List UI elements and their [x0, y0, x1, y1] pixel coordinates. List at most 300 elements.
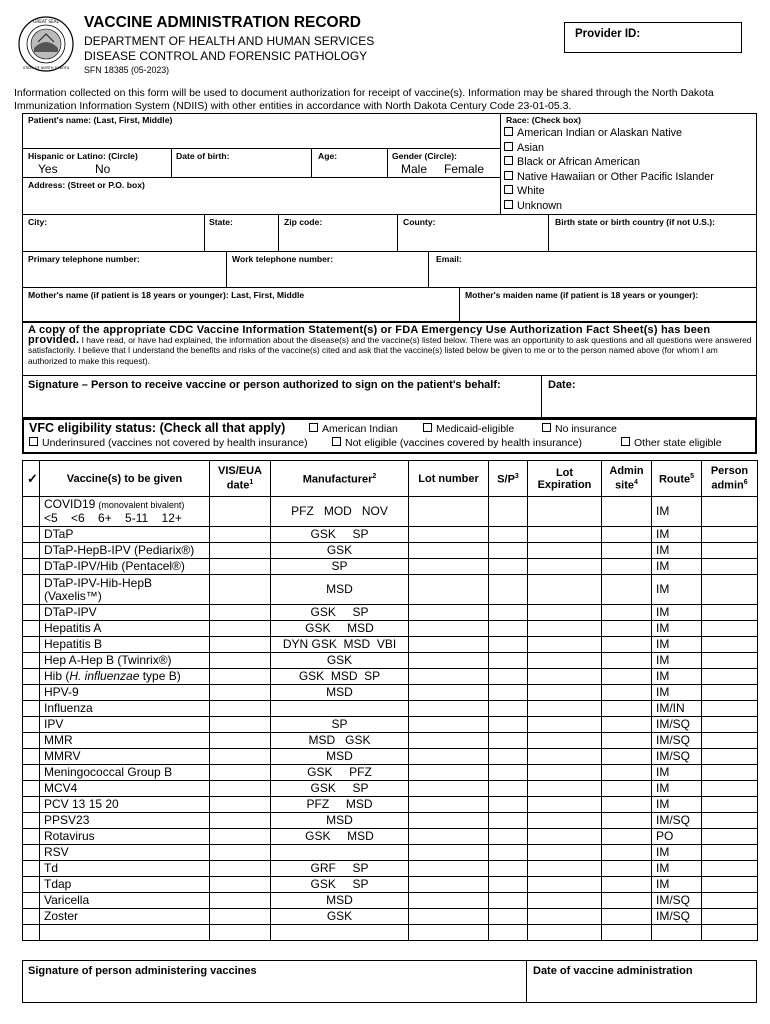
vaccine-name-cell	[40, 717, 210, 733]
admin-site-cell[interactable]	[602, 637, 652, 653]
lot-number-cell[interactable]	[409, 909, 489, 925]
table-row	[23, 527, 758, 543]
admin-site-cell[interactable]	[602, 685, 652, 701]
checkbox-icon[interactable]	[423, 423, 432, 432]
row-check-cell[interactable]	[23, 497, 40, 527]
lot-expiration-cell[interactable]	[528, 621, 602, 637]
vaccine-name-cell	[40, 653, 210, 669]
row-check-cell[interactable]	[23, 685, 40, 701]
person-admin-cell[interactable]	[702, 749, 758, 765]
lot-expiration-cell[interactable]	[528, 813, 602, 829]
checkbox-icon[interactable]	[542, 423, 551, 432]
row-check-cell[interactable]	[23, 605, 40, 621]
lot-number-cell[interactable]	[409, 497, 489, 527]
vaccine-name-cell	[40, 797, 210, 813]
lot-expiration-cell[interactable]	[528, 685, 602, 701]
vis-date-cell[interactable]	[210, 829, 271, 845]
sp-cell[interactable]	[489, 765, 528, 781]
manufacturer-cell	[271, 845, 409, 861]
person-admin-cell[interactable]	[702, 669, 758, 685]
checkbox-icon[interactable]	[29, 437, 38, 446]
lot-number-cell[interactable]	[409, 749, 489, 765]
sp-cell[interactable]	[489, 861, 528, 877]
person-admin-cell[interactable]	[702, 877, 758, 893]
vaccine-table	[22, 460, 758, 941]
row-check-cell[interactable]	[23, 621, 40, 637]
vis-date-cell[interactable]	[210, 877, 271, 893]
route-cell: IM/SQ	[652, 909, 702, 925]
person-admin-cell[interactable]	[702, 559, 758, 575]
vfc-option-other-state[interactable]: Other state eligible	[621, 437, 722, 449]
row-check-cell[interactable]	[23, 781, 40, 797]
vaccine-name: Meningococcal Group B	[44, 765, 173, 779]
admin-site-cell[interactable]	[602, 717, 652, 733]
sp-cell[interactable]	[489, 559, 528, 575]
admin-site-cell[interactable]	[602, 877, 652, 893]
state-seal-logo	[18, 16, 74, 72]
vaccine-name: Varicella	[44, 893, 90, 907]
sp-cell[interactable]	[489, 543, 528, 559]
lot-expiration-cell[interactable]	[528, 701, 602, 717]
vaccine-name: MCV4	[44, 781, 78, 795]
vaccine-name: Rotavirus	[44, 829, 95, 843]
manufacturer-cell: SP	[271, 717, 409, 733]
sp-cell[interactable]	[489, 605, 528, 621]
table-row	[23, 653, 758, 669]
person-admin-cell[interactable]	[702, 685, 758, 701]
admin-site-cell[interactable]	[602, 527, 652, 543]
sp-cell[interactable]	[489, 749, 528, 765]
person-admin-cell[interactable]	[702, 605, 758, 621]
vis-date-cell[interactable]	[210, 497, 271, 527]
race-option[interactable]: Black or African American	[504, 155, 714, 170]
route-cell: IM	[652, 781, 702, 797]
sp-cell[interactable]	[489, 653, 528, 669]
table-row	[23, 877, 758, 893]
vaccine-subtype: <5 <6 6+ 5-11 12+	[44, 511, 182, 525]
sp-cell[interactable]	[489, 797, 528, 813]
vis-date-cell[interactable]	[210, 527, 271, 543]
gender-male-option[interactable]: Male	[401, 162, 428, 176]
lot-expiration-cell[interactable]	[528, 669, 602, 685]
vis-date-cell[interactable]	[210, 893, 271, 909]
sp-cell[interactable]	[489, 637, 528, 653]
route-cell: IM	[652, 559, 702, 575]
row-check-cell[interactable]	[23, 527, 40, 543]
vis-date-cell[interactable]	[210, 559, 271, 575]
admin-site-cell[interactable]	[602, 925, 652, 941]
sp-cell[interactable]	[489, 575, 528, 605]
row-check-cell[interactable]	[23, 877, 40, 893]
vis-date-cell[interactable]	[210, 765, 271, 781]
checkbox-icon[interactable]	[504, 156, 513, 165]
person-admin-cell[interactable]	[702, 909, 758, 925]
administration-date-label: Date of vaccine administration	[533, 965, 693, 977]
vfc-option-no-insurance[interactable]: No insurance	[542, 423, 617, 435]
sp-cell[interactable]	[489, 845, 528, 861]
table-row	[23, 701, 758, 717]
row-check-cell[interactable]	[23, 669, 40, 685]
checkbox-icon[interactable]	[504, 171, 513, 180]
admin-site-cell[interactable]	[602, 765, 652, 781]
person-admin-cell[interactable]	[702, 527, 758, 543]
lot-expiration-cell[interactable]	[528, 637, 602, 653]
sp-cell[interactable]	[489, 621, 528, 637]
person-admin-cell[interactable]	[702, 765, 758, 781]
vaccine-name-cell	[40, 829, 210, 845]
intro-text: Information collected on this form will be used to document authorization for receipt of vaccine(s). Information may be shared through the North Dakota Immunization Information System (NDIIS) with other entities in accordance with North Dakota Century Code 23-01-05.3.	[14, 87, 714, 112]
manufacturer-cell: PFZ MOD NOV	[271, 497, 409, 527]
table-row	[23, 621, 758, 637]
admin-site-cell[interactable]	[602, 749, 652, 765]
lot-expiration-cell[interactable]	[528, 845, 602, 861]
route-cell: IM	[652, 543, 702, 559]
provider-id-field[interactable]	[564, 22, 742, 53]
sp-cell[interactable]	[489, 925, 528, 941]
manufacturer-cell: SP	[271, 559, 409, 575]
manufacturer-cell: DYN GSK MSD VBI	[271, 637, 409, 653]
lot-number-cell[interactable]	[409, 877, 489, 893]
vaccine-name: DTaP-IPV	[44, 605, 97, 619]
person-admin-cell[interactable]	[702, 797, 758, 813]
vis-column-header: VIS/EUA date$^1$	[210, 461, 271, 497]
person-admin-cell[interactable]	[702, 543, 758, 559]
vaccine-name-cell	[40, 701, 210, 717]
person-admin-cell[interactable]	[702, 781, 758, 797]
person-admin-column-header: Person admin$^6$	[702, 461, 758, 497]
sp-cell[interactable]	[489, 781, 528, 797]
person-admin-cell[interactable]	[702, 653, 758, 669]
lot-number-cell[interactable]	[409, 701, 489, 717]
vis-date-cell[interactable]	[210, 797, 271, 813]
table-row	[23, 925, 758, 941]
lot-number-cell[interactable]	[409, 559, 489, 575]
route-column-header: Route$^5$	[652, 461, 702, 497]
manufacturer-cell: MSD GSK	[271, 733, 409, 749]
vaccine-name: HPV-9	[44, 685, 79, 699]
table-row	[23, 813, 758, 829]
admin-site-cell[interactable]	[602, 701, 652, 717]
lot-number-cell[interactable]	[409, 685, 489, 701]
lot-number-cell[interactable]	[409, 527, 489, 543]
manufacturer-cell: PFZ MSD	[271, 797, 409, 813]
admin-site-cell[interactable]	[602, 909, 652, 925]
row-check-cell[interactable]	[23, 559, 40, 575]
person-admin-cell[interactable]	[702, 861, 758, 877]
checkbox-icon[interactable]	[309, 423, 318, 432]
row-check-cell[interactable]	[23, 861, 40, 877]
sp-cell[interactable]	[489, 909, 528, 925]
sp-cell[interactable]	[489, 893, 528, 909]
person-admin-cell[interactable]	[702, 813, 758, 829]
admin-site-cell[interactable]	[602, 813, 652, 829]
admin-site-cell[interactable]	[602, 781, 652, 797]
vis-date-cell[interactable]	[210, 861, 271, 877]
sp-cell[interactable]	[489, 685, 528, 701]
table-row	[23, 637, 758, 653]
hispanic-yes-option[interactable]: Yes	[38, 162, 58, 176]
lot-number-cell[interactable]	[409, 797, 489, 813]
vaccine-name-cell	[40, 559, 210, 575]
vaccine-name: DTaP	[44, 527, 74, 541]
lot-number-cell[interactable]	[409, 621, 489, 637]
vaccine-name: Hepatitis B	[44, 637, 103, 651]
lot-number-cell[interactable]	[409, 575, 489, 605]
lot-expiration-cell[interactable]	[528, 653, 602, 669]
lot-expiration-cell[interactable]	[528, 527, 602, 543]
lot-number-cell[interactable]	[409, 669, 489, 685]
lot-expiration-cell[interactable]	[528, 797, 602, 813]
table-row	[23, 781, 758, 797]
lot-expiration-cell[interactable]	[528, 925, 602, 941]
route-cell: IM/SQ	[652, 717, 702, 733]
admin-site-cell[interactable]	[602, 621, 652, 637]
person-admin-cell[interactable]	[702, 497, 758, 527]
route-cell: IM/SQ	[652, 733, 702, 749]
vis-date-cell[interactable]	[210, 637, 271, 653]
row-check-cell[interactable]	[23, 637, 40, 653]
admin-site-cell[interactable]	[602, 829, 652, 845]
admin-site-cell[interactable]	[602, 543, 652, 559]
lot-number-cell[interactable]	[409, 861, 489, 877]
admin-site-cell[interactable]	[602, 893, 652, 909]
row-check-cell[interactable]	[23, 701, 40, 717]
sp-cell[interactable]	[489, 829, 528, 845]
admin-site-cell[interactable]	[602, 605, 652, 621]
checkbox-icon[interactable]	[504, 200, 513, 209]
lot-number-cell[interactable]	[409, 781, 489, 797]
vaccine-name: DTaP-HepB-IPV (Pediarix®)	[44, 543, 195, 557]
lot-expiration-cell[interactable]	[528, 575, 602, 605]
lot-expiration-cell[interactable]	[528, 893, 602, 909]
manufacturer-cell: GSK SP	[271, 527, 409, 543]
lot-expiration-cell[interactable]	[528, 781, 602, 797]
vaccine-name-cell	[40, 621, 210, 637]
table-row	[23, 497, 758, 527]
lot-number-cell[interactable]	[409, 733, 489, 749]
table-row	[23, 717, 758, 733]
sp-cell[interactable]	[489, 701, 528, 717]
sp-cell[interactable]	[489, 877, 528, 893]
consent-text	[28, 325, 752, 366]
vaccine-name-cell	[40, 845, 210, 861]
vis-date-cell[interactable]	[210, 781, 271, 797]
admin-site-cell[interactable]	[602, 669, 652, 685]
lot-expiration-cell[interactable]	[528, 733, 602, 749]
lot-expiration-cell[interactable]	[528, 861, 602, 877]
lot-expiration-cell[interactable]	[528, 559, 602, 575]
checkbox-icon[interactable]	[504, 142, 513, 151]
lot-number-cell[interactable]	[409, 637, 489, 653]
vfc-option-medicaid[interactable]: Medicaid-eligible	[423, 423, 514, 435]
table-row	[23, 893, 758, 909]
admin-site-cell[interactable]	[602, 845, 652, 861]
lot-number-cell[interactable]	[409, 813, 489, 829]
lot-expiration-cell[interactable]	[528, 605, 602, 621]
race-option[interactable]: Native Hawaiian or Other Pacific Islander	[504, 170, 714, 185]
vis-date-cell[interactable]	[210, 925, 271, 941]
vaccine-name: Td	[44, 861, 59, 875]
row-check-cell[interactable]	[23, 813, 40, 829]
vaccine-name-cell	[40, 543, 210, 559]
sp-cell[interactable]	[489, 527, 528, 543]
admin-site-cell[interactable]	[602, 559, 652, 575]
manufacturer-cell	[271, 701, 409, 717]
patient-name-field[interactable]	[22, 125, 500, 147]
lot-expiration-cell[interactable]	[528, 765, 602, 781]
vfc-option-not-eligible[interactable]: Not eligible (vaccines covered by health insurance)	[332, 437, 582, 449]
vis-date-cell[interactable]	[210, 543, 271, 559]
lot-expiration-cell[interactable]	[528, 909, 602, 925]
lot-expiration-cell[interactable]	[528, 543, 602, 559]
admin-site-cell[interactable]	[602, 861, 652, 877]
check-column-header: ✓	[23, 461, 40, 497]
lot-number-cell[interactable]	[409, 765, 489, 781]
race-options	[504, 126, 714, 214]
vaccine-name-cell	[40, 669, 210, 685]
row-check-cell[interactable]	[23, 653, 40, 669]
table-row	[23, 845, 758, 861]
row-check-cell[interactable]	[23, 765, 40, 781]
route-cell: IM	[652, 497, 702, 527]
row-check-cell[interactable]	[23, 845, 40, 861]
lot-expiration-cell[interactable]	[528, 749, 602, 765]
admin-site-cell[interactable]	[602, 797, 652, 813]
lot-expiration-cell[interactable]	[528, 829, 602, 845]
person-admin-cell[interactable]	[702, 575, 758, 605]
vis-date-cell[interactable]	[210, 575, 271, 605]
person-admin-cell[interactable]	[702, 845, 758, 861]
admin-site-cell[interactable]	[602, 575, 652, 605]
vis-date-cell[interactable]	[210, 733, 271, 749]
person-admin-cell[interactable]	[702, 829, 758, 845]
race-option[interactable]: Unknown	[504, 199, 714, 214]
manufacturer-column-header: Manufacturer$^2$	[271, 461, 409, 497]
row-check-cell[interactable]	[23, 749, 40, 765]
checkbox-icon[interactable]	[504, 185, 513, 194]
admin-site-cell[interactable]	[602, 733, 652, 749]
sp-cell[interactable]	[489, 497, 528, 527]
vaccine-column-header: Vaccine(s) to be given	[40, 461, 210, 497]
person-admin-cell[interactable]	[702, 717, 758, 733]
vis-date-cell[interactable]	[210, 909, 271, 925]
checkbox-icon[interactable]	[504, 127, 513, 136]
table-row	[23, 575, 758, 605]
vfc-option-underinsured[interactable]: Underinsured (vaccines not covered by health insurance)	[29, 437, 308, 449]
row-check-cell[interactable]	[23, 797, 40, 813]
lot-expiration-cell[interactable]	[528, 717, 602, 733]
lot-number-cell[interactable]	[409, 653, 489, 669]
vis-date-cell[interactable]	[210, 685, 271, 701]
vaccine-name: Zoster	[44, 909, 79, 923]
vis-date-cell[interactable]	[210, 621, 271, 637]
row-check-cell[interactable]	[23, 893, 40, 909]
row-check-cell[interactable]	[23, 543, 40, 559]
mother-maiden-label: Mother's maiden name (if patient is 18 years or younger):	[465, 290, 699, 300]
vaccine-name: MMR	[44, 733, 73, 747]
person-admin-cell[interactable]	[702, 621, 758, 637]
lot-expiration-cell[interactable]	[528, 877, 602, 893]
hispanic-no-option[interactable]: No	[95, 162, 111, 176]
vis-date-cell[interactable]	[210, 669, 271, 685]
admin-site-cell[interactable]	[602, 653, 652, 669]
vis-date-cell[interactable]	[210, 701, 271, 717]
lot-expiration-column-header: Lot Expiration	[528, 461, 602, 497]
lot-number-cell[interactable]	[409, 605, 489, 621]
vis-date-cell[interactable]	[210, 845, 271, 861]
seal-text-top: GREAT SEAL	[33, 19, 59, 24]
lot-number-cell[interactable]	[409, 893, 489, 909]
sp-cell[interactable]	[489, 733, 528, 749]
admin-site-column-header: Admin site$^4$	[602, 461, 652, 497]
route-cell: IM	[652, 877, 702, 893]
manufacturer-cell: MSD	[271, 893, 409, 909]
work-phone-label: Work telephone number:	[232, 254, 334, 264]
race-option[interactable]: White	[504, 184, 714, 199]
lot-number-cell[interactable]	[409, 543, 489, 559]
hispanic-label: Hispanic or Latino: (Circle)	[28, 151, 138, 161]
manufacturer-cell: MSD	[271, 575, 409, 605]
lot-expiration-cell[interactable]	[528, 497, 602, 527]
manufacturer-cell: GSK	[271, 653, 409, 669]
vis-date-cell[interactable]	[210, 813, 271, 829]
vaccine-name-cell	[40, 575, 210, 605]
lot-number-cell[interactable]	[409, 925, 489, 941]
sp-cell[interactable]	[489, 669, 528, 685]
lot-number-cell[interactable]	[409, 829, 489, 845]
race-label: Race: (Check box)	[506, 115, 581, 125]
route-cell: IM/SQ	[652, 813, 702, 829]
route-cell: IM	[652, 621, 702, 637]
sp-cell[interactable]	[489, 813, 528, 829]
vis-date-cell[interactable]	[210, 605, 271, 621]
checkbox-icon[interactable]	[332, 437, 341, 446]
route-cell: IM	[652, 669, 702, 685]
row-check-cell[interactable]	[23, 909, 40, 925]
person-admin-cell[interactable]	[702, 925, 758, 941]
vis-date-cell[interactable]	[210, 653, 271, 669]
row-check-cell[interactable]	[23, 829, 40, 845]
route-cell: IM	[652, 797, 702, 813]
race-option[interactable]: Asian	[504, 141, 714, 156]
lot-number-cell[interactable]	[409, 717, 489, 733]
person-admin-cell[interactable]	[702, 733, 758, 749]
checkbox-icon[interactable]	[621, 437, 630, 446]
row-check-cell[interactable]	[23, 925, 40, 941]
vis-date-cell[interactable]	[210, 749, 271, 765]
vis-date-cell[interactable]	[210, 717, 271, 733]
lot-number-cell[interactable]	[409, 845, 489, 861]
vaccine-name: Hep A-Hep B (Twinrix®)	[44, 653, 172, 667]
vaccine-name-cell	[40, 733, 210, 749]
row-check-cell[interactable]	[23, 575, 40, 605]
person-admin-cell[interactable]	[702, 701, 758, 717]
manufacturer-cell: GSK MSD SP	[271, 669, 409, 685]
person-admin-cell[interactable]	[702, 637, 758, 653]
form-number: SFN 18385 (05-2023)	[84, 65, 170, 75]
seal-text-bottom: STATE OF NORTH DAKOTA	[22, 66, 70, 70]
sp-cell[interactable]	[489, 717, 528, 733]
gender-female-option[interactable]: Female	[444, 162, 485, 176]
vaccine-name-cell	[40, 861, 210, 877]
admin-site-cell[interactable]	[602, 497, 652, 527]
person-admin-cell[interactable]	[702, 893, 758, 909]
row-check-cell[interactable]	[23, 717, 40, 733]
vaccine-name: PCV 13 15 20	[44, 797, 119, 811]
row-check-cell[interactable]	[23, 733, 40, 749]
vfc-option-american-indian[interactable]: American Indian	[309, 423, 398, 435]
race-option[interactable]: American Indian or Alaskan Native	[504, 126, 714, 141]
